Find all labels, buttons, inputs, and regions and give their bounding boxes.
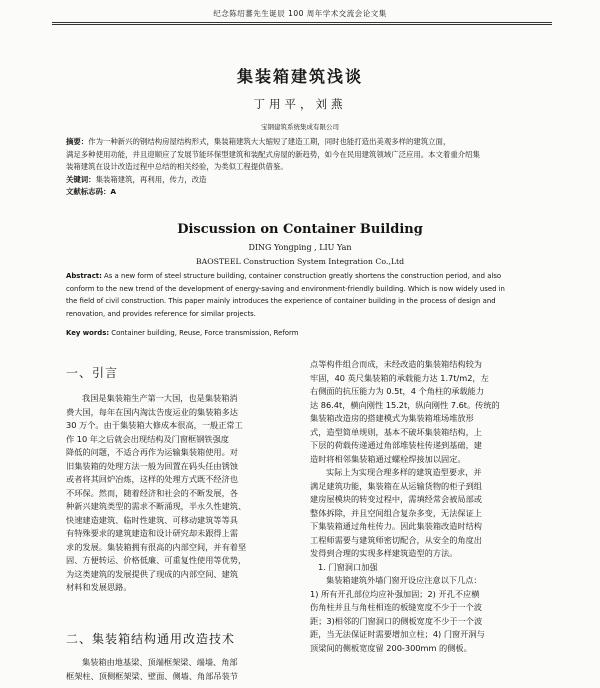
keywords-cn: 关键词：集装箱建筑，再利用，传力，改造 xyxy=(66,174,207,184)
abstract-en-line: Abstract: As a new form of steel structure building, container construction greatly shortens the construction period, and also xyxy=(66,272,502,280)
abstract-en-line: conform to the new trend of the development of energy-saving and environment-friendly building. Which is now widely used in xyxy=(66,284,505,293)
body-line: 伤角柱并且与角柱相连的板缝宽度不少于一个波 xyxy=(310,602,482,612)
body-line: 点等构件组合而成，未经改造的集装箱结构较为 xyxy=(310,359,482,369)
body-line: 集装箱改造房的搭建模式为集装箱堆场堆放形 xyxy=(310,413,474,423)
body-line: 发得到合理的实现多样建筑造型的方法。 xyxy=(310,548,458,558)
body-line: 降低的问题，不适合再作为运输集装箱使用。对 xyxy=(66,447,238,457)
section1-heading: 一、引言 xyxy=(66,366,119,380)
title-en: Discussion on Container Building xyxy=(177,222,423,237)
body-line: 造时将相邻集装箱通过螺栓焊接加以固定。 xyxy=(310,453,466,464)
body-line: 右侧面的抗压能力为 0.5t，4 个角柱的承载能力 xyxy=(310,386,485,396)
body-line: 30 万个。由于集装箱大修成本很高，一般正常工 xyxy=(66,420,243,430)
authors-en: DING Yongping , LIU Yan xyxy=(248,243,352,252)
abstract-cn-line: 装箱建筑在设计改造过程中总结的相关经验，为类似工程提供借鉴。 xyxy=(66,162,288,171)
abstract-en-label: Abstract: xyxy=(66,272,102,280)
affiliation-en: BAOSTEEL Construction System Integration Co.,Ltd xyxy=(195,257,405,266)
body-line: 工程师需要与建筑师密切配合，从安全的角度出 xyxy=(310,534,482,545)
abstract-en xyxy=(66,270,536,320)
body-line: 或者将其回炉冶炼，这样的处理方式既不经济也 xyxy=(66,474,238,484)
keywords-en: Key words: Container building, Reuse, Force transmission, Reform xyxy=(66,329,299,337)
title-cn: 集装箱建筑浅谈 xyxy=(236,67,363,86)
section2-heading: 二、集装箱结构通用改造技术 xyxy=(66,632,236,646)
abstract-cn-line: 摘要：作为一种新兴的钢结构房屋结构形式，集装箱建筑大大缩短了建造工期，同时也能打造出美观多样的建筑立面， xyxy=(66,137,451,146)
body-line: 我国是集装箱生产第一大国，也是集装箱消 xyxy=(82,393,238,403)
body-line: 式，造型简单规则，基本不破坏集装箱结构，上 xyxy=(310,426,482,437)
body-line: 费大国，每年在国内淘汰告废运业的集装箱多达 xyxy=(66,406,238,417)
header-rule-thin xyxy=(52,24,552,25)
body-line: 种新兴建筑类型的需求不断涌现，半永久性建筑、 xyxy=(66,501,247,511)
running-header: 纪念陈绍蕃先生诞辰 100 周年学术交流会论文集 xyxy=(213,9,387,18)
body-line: 为这类建筑的发展提供了现成的内部空间、建筑 xyxy=(66,568,238,579)
body-line: 满足建筑功能，集装箱在从运输货物的柜子到组 xyxy=(310,480,482,491)
body-line: 实际上为实现合理多样的建筑造型要求，并 xyxy=(326,467,482,477)
body-line: 集装箱建筑外墙门窗开设应注意以下几点： xyxy=(326,575,482,585)
abstract-cn-label: 摘要： xyxy=(66,137,89,146)
body-line: 达 86.4t，横向刚性 15.2t，纵向刚性 7.6t。传统的 xyxy=(310,399,500,410)
body-line: 快速建造建筑、临时性建筑、可移动建筑等等具 xyxy=(66,514,238,525)
body-line: 作 10 年之后就会出现结构及门窗框钢铁强度 xyxy=(66,433,229,444)
body-line: 距；3)相邻的门窗洞口的侧板宽度不少于一个波 xyxy=(310,615,483,626)
body-line: 距，当无法保证时需要增加立柱；4) 门窗开洞与 xyxy=(310,629,485,639)
body-line: 不环保。然而，随着经济和社会的不断发展，各 xyxy=(66,487,238,498)
body-line: 下集装箱通过角柱传力。因此集装箱改造时结构 xyxy=(310,521,482,531)
body-line: 下层的荷载传递通过角部堆装柱传递到基础，建 xyxy=(310,440,482,450)
body-line: 材料和发展思路。 xyxy=(66,582,132,592)
body-line: 1) 所有开孔部位均应补强加固；2) 开孔不应横 xyxy=(310,588,480,599)
body-line: 旧集装箱的处理方法一般为回置在码头任由锈蚀 xyxy=(66,460,238,471)
authors-cn: 丁用平，刘燕 xyxy=(253,97,347,111)
abstract-cn-line: 满足多种使用功能，并且迎顺应了发展节能环保型建筑和装配式房屋的新趋势，如今在民用建筑领域广泛应用。本文着重介绍集 xyxy=(66,149,480,159)
body-line: 牢固，40 英尺集装箱的承载能力达 1.7t/m2，左 xyxy=(310,372,489,383)
abstract-en-line: the field of civil construction. This paper mainly introduces the experience of container building in the process of design and xyxy=(66,297,496,305)
affiliation-cn: 宝钢建筑系统集成有限公司 xyxy=(261,123,339,131)
body-line: 顶梁间的侧板宽度留 200-300mm 的侧板。 xyxy=(310,642,472,653)
body-line: 整体拆除，并且空间组合复杂多变，无法保证上 xyxy=(310,507,482,518)
body-line: 固、方便转运、价格低廉、可重复性使用等优势， xyxy=(66,555,247,565)
abstract-cn xyxy=(66,136,536,199)
body-line: 建房屋模块的转变过程中，需填经常会被局部或 xyxy=(310,494,482,504)
subsection-heading: 1. 门窗洞口加强 xyxy=(318,561,378,572)
body-line: 有特殊要求的建筑建造和设计研究却未跟得上需 xyxy=(66,528,238,538)
body-line: 求的发展。集装箱拥有很高的内部空间，并有着坚 xyxy=(66,541,247,552)
body-line: 框架柱、顶侧框架梁、壁面、侧墙、角部吊装节 xyxy=(66,670,238,681)
doc-code: 文献标志码：A xyxy=(66,187,117,196)
abstract-en-line: renovation, and provides reference for similar projects. xyxy=(66,309,256,318)
section2-body xyxy=(66,656,294,683)
keywords-en-label: Key words: xyxy=(66,329,110,337)
body-line: 集装箱由地基梁、顶端框架梁、端墙、角部 xyxy=(82,657,238,667)
section1-body xyxy=(66,392,294,595)
doc-code-label: 文献标志码： xyxy=(66,187,111,196)
header-rule xyxy=(52,22,552,23)
keywords-cn-label: 关键词： xyxy=(66,174,96,184)
right-column-body xyxy=(310,358,550,655)
